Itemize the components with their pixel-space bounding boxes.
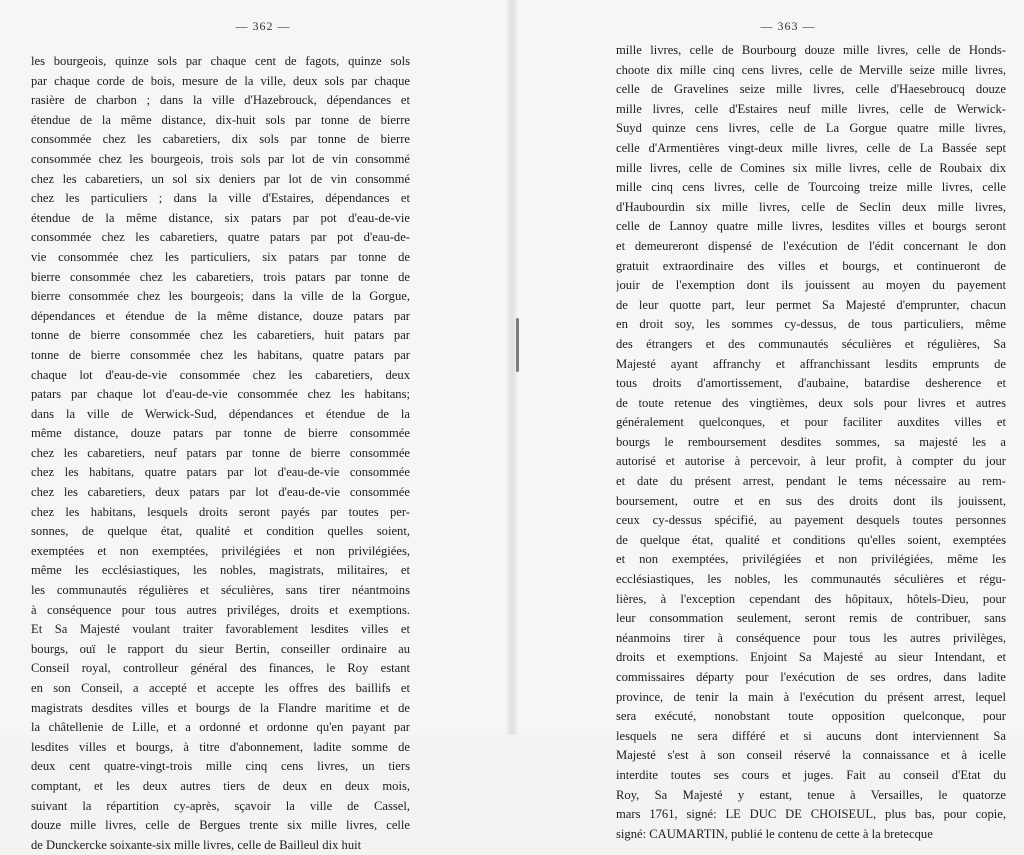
text-line: tous droits d'amortissement, d'aubaine, batardise desherence et: [616, 376, 1006, 391]
text-line: en droit soy, les sommes cy-dessus, de tous particuliers, même: [616, 317, 1006, 332]
text-line: mille livres, celle de Comines six mille livres, celle de Roubaix dix: [616, 160, 1006, 175]
text-line: interdite toutes ses cours et juges. Fait au conseil d'Etat du: [616, 767, 1006, 782]
text-line: néanmoins tirer à conséquence pour tous les autres privilèges,: [616, 630, 1006, 645]
text-line: chez les habitans, quatre patars par lot d'eau-de-vie consommée: [31, 465, 410, 480]
text-line: signé: CAUMARTIN, publié le contenu de cette à la bretecque: [616, 826, 933, 841]
text-line: comptant, et les deux autres tiers de deux en deux mois,: [31, 778, 410, 793]
text-line: Majesté s'est à son conseil réservé la connaissance et à icelle: [616, 748, 1006, 763]
text-line: rasière de charbon ; dans la ville d'Hazebrouck, dépendances et: [31, 93, 410, 108]
left-page: [0, 0, 512, 852]
text-line: leur consommation seulement, seront remis de contribuer, sans: [616, 611, 1006, 626]
text-line: commissaires départy pour l'exécution de ses ordres, dans ladite: [616, 670, 1006, 684]
text-line: chez les particuliers ; dans la ville d'Estaires, dépendances et: [31, 191, 410, 206]
text-line: tonne de bierre consommée chez les habitans, quatre patars par: [31, 347, 410, 362]
text-line: jouir de l'exemption dont ils jouissent au moyen du payement: [616, 278, 1006, 293]
right-page-number: — 363 —: [760, 19, 816, 33]
text-line: consommée chez les bourgeois, trois sols par lot de vin consommé: [31, 151, 410, 166]
text-line: bierre consommée chez les bourgeois; dans la ville de la Gorgue,: [31, 289, 410, 304]
text-line: Roy, Sa Majesté y estant, tenue à Versailles, le quatorze: [616, 787, 1006, 802]
text-line: et demeureront dispensé de l'exécution de l'édit concernant le don: [616, 238, 1006, 253]
text-line: Suyd quinze cens livres, celle de La Gorgue quatre mille livres,: [616, 121, 1006, 136]
text-line: dans la ville de Werwick-Sud, dépendances et étendue de la: [31, 406, 410, 421]
left-page-number: — 362 —: [235, 19, 291, 33]
text-line: bourgs, ouï le rapport du sieur Bertin, conseiller ordinaire au: [31, 641, 410, 656]
text-line: la châtellenie de Lille, et a ordonné et ordonne qu'en payant par: [31, 720, 410, 735]
text-line: suivant la répartition cy-après, sçavoir la ville de Cassel,: [31, 798, 410, 813]
text-line: exemptées et non exemptées, privilégiées et non privilégiées,: [31, 543, 410, 558]
text-line: mille livres, celle d'Estaires neuf mille livres, celle de Werwick-: [616, 101, 1006, 116]
text-line: choote dix mille cinq cens livres, celle de Merville seize mille livres,: [616, 62, 1006, 77]
text-line: mille livres, celle de Bourbourg douze mille livres, celle de Honds-: [616, 43, 1006, 57]
text-line: douze mille livres, celle de Bergues trente six mille livres, celle: [31, 818, 410, 833]
text-line: celle d'Armentières vingt-deux mille livres, celle de La Bassée sept: [616, 140, 1006, 155]
text-line: même les ecclésiastiques, les nobles, magistrats, militaires, et: [31, 563, 410, 578]
text-line: les communautés régulières et séculières, sans tirer néantmoins: [31, 583, 410, 598]
text-line: vie consommée chez les particuliers, six patars par tonne de: [31, 249, 410, 264]
text-line: Et Sa Majesté voulant traiter favorablement lesdites villes et: [31, 622, 410, 637]
text-line: gratuit extraordinaire des villes et bourgs, et continueront de: [616, 258, 1006, 273]
right-page-text: [616, 41, 1006, 844]
text-line: en son Conseil, a accepté et accepte les offres des baillifs et: [31, 681, 410, 695]
text-line: à conséquence pour tous autres priviléges, droits et exemptions.: [31, 602, 410, 617]
text-line: lesdites villes et bourgs, à titre d'abonnement, ladite somme de: [31, 739, 410, 754]
text-line: consommée chez les cabaretiers, quatre patars par pot d'eau-de-: [31, 230, 410, 245]
text-line: lières, à l'exception cependant des hôpitaux, hôtels-Dieu, pour: [616, 591, 1006, 606]
text-line: même distance, douze patars par tonne de bierre consommée: [31, 426, 410, 441]
text-line: chaque lot d'eau-de-vie consommée chez les cabaretiers, deux: [31, 367, 410, 382]
text-line: bierre consommée chez les cabaretiers, trois patars par tonne de: [31, 269, 410, 284]
text-line: sera exécuté, nonobstant toute opposition quelconque, pour: [616, 709, 1006, 724]
text-line: sonnes, de quelque état, qualité et condition quelles soient,: [31, 524, 410, 539]
text-line: chez les habitans, lesquels droits seront payés par toutes per-: [31, 504, 410, 519]
text-line: les bourgeois, quinze sols par chaque cent de fagots, quinze sols: [31, 54, 410, 68]
text-line: et date du présent arrest, pendant le tems nécessaire au rem-: [616, 474, 1006, 489]
text-line: bourgs le remboursement desdites sommes, sa majesté les a: [616, 434, 1006, 449]
text-line: mille cinq cens livres, celle de Tourcoing treize mille livres, celle: [616, 180, 1006, 195]
text-line: chez les cabaretiers, neuf patars par tonne de bierre consommée: [31, 445, 410, 460]
text-line: étendue de la même distance, six patars par pot d'eau-de-vie: [31, 210, 410, 225]
text-line: généralement quelconques, et pour faciliter auxdites villes et: [616, 415, 1006, 430]
text-line: consommée chez les cabaretiers, dix sols par tonne de bierre: [31, 132, 410, 147]
text-line: étendue de la même distance, dix-huit sols par tonne de bierre: [31, 112, 410, 127]
text-line: et non exemptées, privilégiées et non privilégiées, même les: [616, 552, 1006, 567]
text-line: de quelque état, qualité et conditions qu'elles soient, exemptées: [616, 532, 1006, 547]
text-line: mars 1761, signé: LE DUC DE CHOISEUL, plus bas, pour copie,: [616, 807, 1006, 822]
text-line: chez les cabaretiers, deux patars par lot d'eau-de-vie consommée: [31, 485, 410, 500]
text-line: boursement, outre et en sus des droits dont ils jouissent,: [616, 493, 1006, 508]
text-line: deux cent quatre-vingt-trois mille cinq cens livres, un tiers: [31, 759, 410, 774]
text-line: d'Haubourdin six mille livres, celle de Seclin deux mille livres,: [616, 199, 1006, 214]
text-line: droits et exemptions. Enjoint Sa Majesté au sieur Intendant, et: [616, 650, 1006, 665]
text-line: autorisé et autorise à percevoir, à leur profit, à compter du jour: [616, 454, 1006, 469]
text-line: dépendances et étendue de la même distance, douze patars par: [31, 308, 410, 323]
text-line: de toute retenue des vingtièmes, deux sols pour livres et autres: [616, 395, 1006, 410]
text-line: chez les cabaretiers, un sol six deniers par lot de vin consommé: [31, 171, 410, 186]
text-line: celle de Gravelines seize mille livres, celle d'Haesebroucq douze: [616, 82, 1006, 97]
text-line: lesquels ne sera différé et si aucuns dont interviennent Sa: [616, 728, 1006, 743]
text-line: patars par chaque lot d'eau-de-vie consommée chez les habitans;: [31, 387, 410, 402]
text-line: Conseil royal, controlleur général des finances, le Roy estant: [31, 661, 410, 676]
text-line: ceux cy-dessus spécifié, au payement desquels toutes personnes: [616, 513, 1006, 528]
text-line: celle de Lannoy quatre mille livres, lesdites villes et bourgs seront: [616, 219, 1006, 234]
text-line: ecclésiastiques, les nobles, les communautés séculières et régu-: [616, 572, 1006, 587]
text-line: magistrats desdites villes et bourgs de la Flandre maritime et de: [31, 700, 410, 715]
text-line: de leur quotte part, leur permet Sa Majesté d'emprunter, chacun: [616, 297, 1006, 312]
text-line: par chaque corde de bois, mesure de la ville, deux sols par chaque: [31, 73, 410, 88]
text-line: Majesté ayant affranchy et affranchissant lesdits emprunts de: [616, 356, 1006, 371]
text-line: des étrangers et des communautés séculières et régulières, Sa: [616, 336, 1006, 351]
text-line: tonne de bierre consommée chez les cabaretiers, huit patars par: [31, 328, 410, 343]
text-line: province, de tenir la main à l'exécution du présent arrest, lequel: [616, 689, 1006, 704]
right-page: [512, 0, 1024, 841]
text-line: de Dunckercke soixante-six mille livres, celle de Bailleul dix huit: [31, 837, 362, 852]
